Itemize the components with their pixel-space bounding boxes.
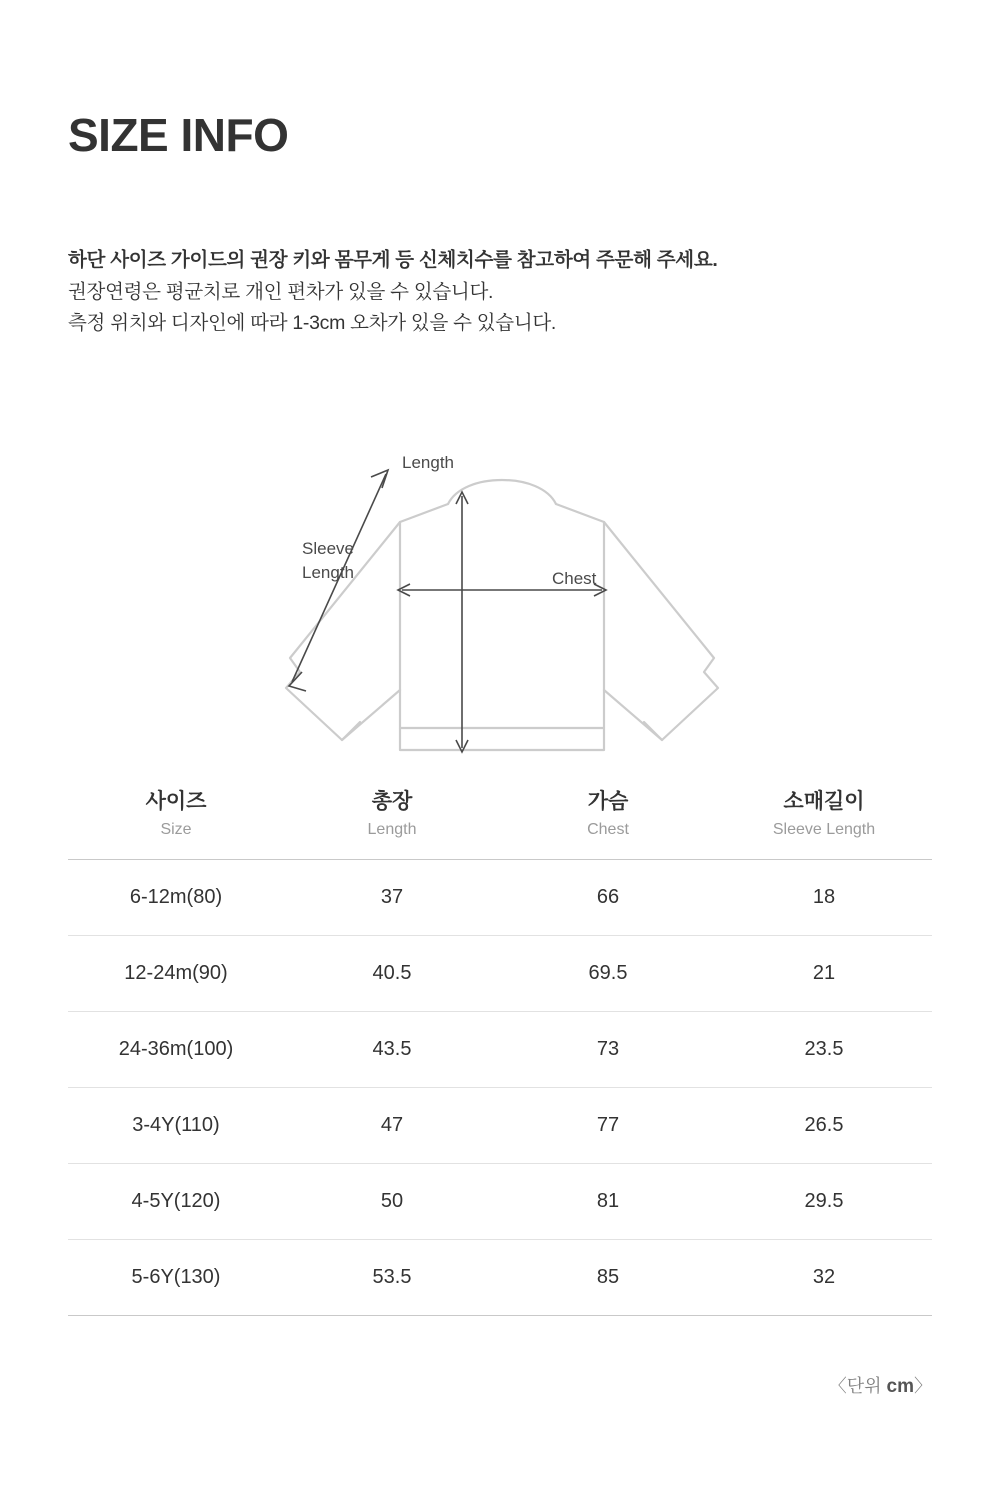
- cell-length: 37: [284, 860, 500, 936]
- cell-length: 47: [284, 1088, 500, 1164]
- table-row: [68, 1164, 932, 1240]
- cell-size: 12-24m(90): [68, 936, 284, 1012]
- unit-prefix: 〈단위: [828, 1376, 887, 1396]
- size-table-body: [68, 860, 932, 1316]
- unit-note: [829, 1372, 932, 1398]
- table-row: [68, 860, 932, 936]
- cell-size: 6-12m(80): [68, 860, 284, 936]
- note-line-2: 권장연령은 평균치로 개인 편차가 있을 수 있습니다.: [68, 280, 494, 303]
- size-table-wrapper: [68, 780, 932, 1316]
- diagram-label-sleeve-line2: Length: [302, 563, 354, 582]
- size-table: [68, 780, 932, 1316]
- column-header-chest-en: Chest: [587, 821, 629, 839]
- column-header-sleeve: [716, 780, 932, 860]
- cell-length: 40.5: [284, 936, 500, 1012]
- cell-length: 43.5: [284, 1012, 500, 1088]
- column-header-chest: [500, 780, 716, 860]
- column-header-length-en: Length: [367, 821, 417, 839]
- table-row: [68, 1012, 932, 1088]
- cell-size: 3-4Y(110): [68, 1088, 284, 1164]
- cell-length: 53.5: [284, 1240, 500, 1316]
- cell-sleeve: 32: [716, 1240, 932, 1316]
- measurement-arrows: [289, 470, 606, 752]
- garment-measurement-diagram: [250, 450, 770, 770]
- cell-chest: 73: [500, 1012, 716, 1088]
- column-header-length-ko: 총장: [371, 790, 413, 813]
- unit-suffix: 〉: [914, 1376, 932, 1396]
- sweater-outline-icon: [286, 480, 718, 750]
- diagram-label-sleeve-line1: Sleeve: [302, 539, 354, 558]
- cell-size: 5-6Y(130): [68, 1240, 284, 1316]
- table-row: [68, 936, 932, 1012]
- cell-sleeve: 26.5: [716, 1088, 932, 1164]
- cell-sleeve: 29.5: [716, 1164, 932, 1240]
- page-title: SIZE INFO: [68, 109, 289, 161]
- cell-chest: 69.5: [500, 936, 716, 1012]
- column-header-size-ko: 사이즈: [145, 790, 207, 813]
- cell-sleeve: 18: [716, 860, 932, 936]
- table-row: [68, 1088, 932, 1164]
- diagram-label-length: Length: [402, 453, 454, 472]
- cell-length: 50: [284, 1164, 500, 1240]
- column-header-sleeve-ko: 소매길이: [783, 790, 865, 813]
- cell-chest: 77: [500, 1088, 716, 1164]
- cell-sleeve: 23.5: [716, 1012, 932, 1088]
- unit-value: cm: [886, 1376, 914, 1397]
- note-line-1: 하단 사이즈 가이드의 권장 키와 몸무게 등 신체치수를 참고하여 주문해 주세요.: [68, 249, 718, 271]
- cell-chest: 85: [500, 1240, 716, 1316]
- size-table-head: [68, 780, 932, 860]
- column-header-chest-ko: 가슴: [587, 790, 629, 813]
- cell-chest: 66: [500, 860, 716, 936]
- notes-block: [68, 245, 928, 340]
- note-line-3: 측정 위치와 디자인에 따라 1-3cm 오차가 있을 수 있습니다.: [68, 312, 557, 335]
- cell-size: 4-5Y(120): [68, 1164, 284, 1240]
- table-row: [68, 1240, 932, 1316]
- column-header-size: [68, 780, 284, 860]
- column-header-size-en: Size: [160, 821, 192, 839]
- diagram-label-chest: Chest: [552, 569, 597, 588]
- cell-chest: 81: [500, 1164, 716, 1240]
- header-row: [68, 780, 932, 860]
- column-header-length: [284, 780, 500, 860]
- cell-size: 24-36m(100): [68, 1012, 284, 1088]
- cell-sleeve: 21: [716, 936, 932, 1012]
- column-header-sleeve-en: Sleeve Length: [772, 821, 876, 839]
